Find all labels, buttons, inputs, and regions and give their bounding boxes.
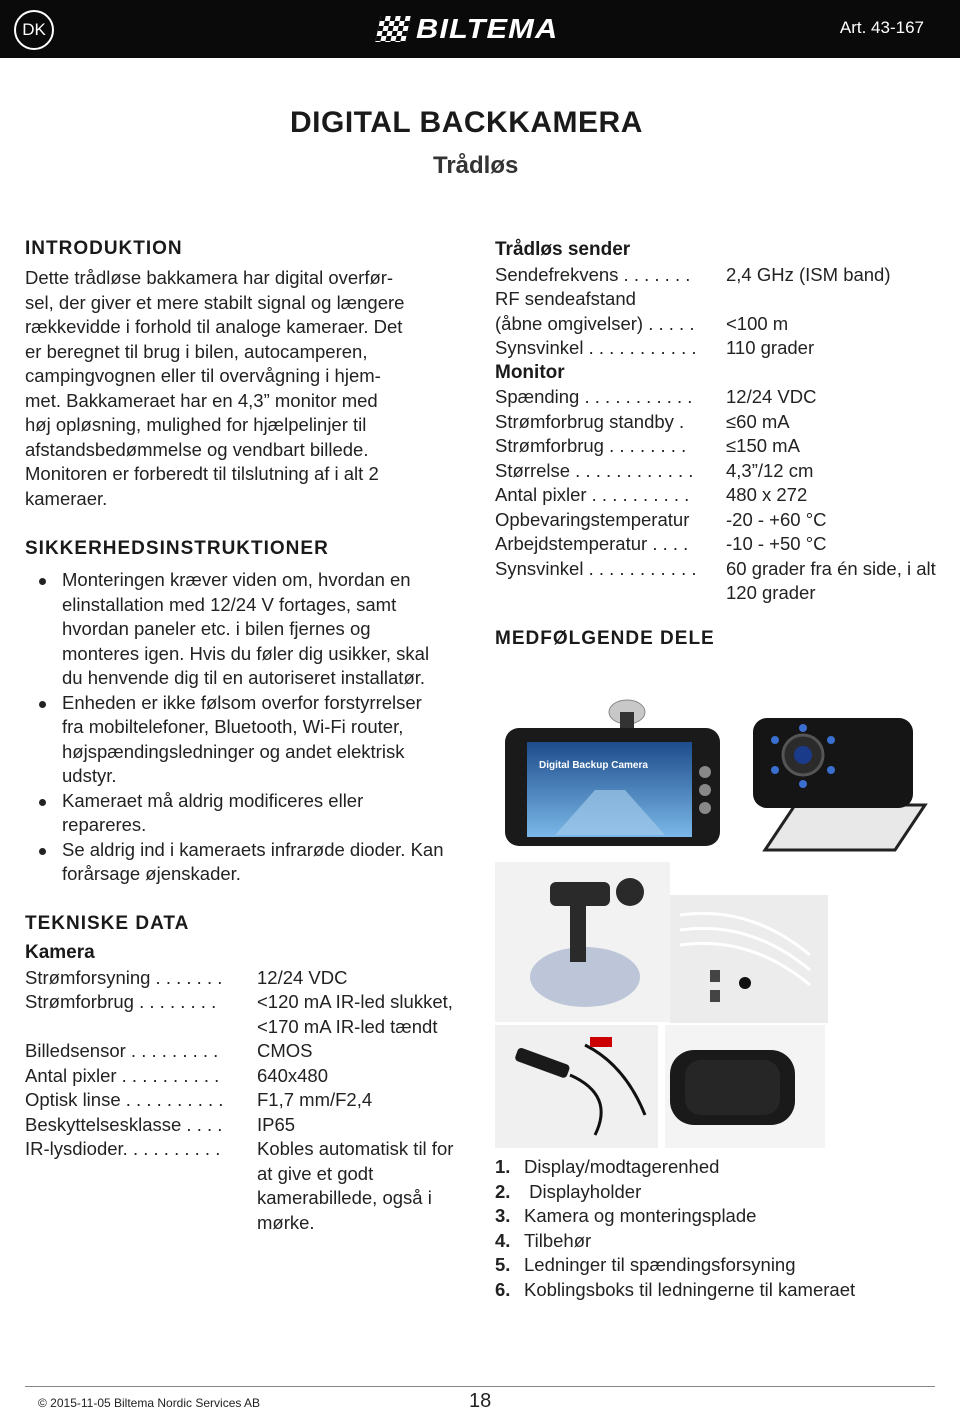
spec-value: -10 - +50 °C [726, 533, 827, 554]
tech-data-section [25, 913, 465, 1235]
intro-line: met. Bakkameraet har en 4,3” monitor med [25, 389, 378, 411]
intro-heading: INTRODUKTION [25, 238, 183, 259]
spec-label: Beskyttelsesklasse . . . . [25, 1113, 223, 1135]
spec-value: 640x480 [257, 1064, 328, 1086]
item-number: 4. [495, 1229, 511, 1251]
spec-value: IP65 [257, 1113, 296, 1135]
spec-value: ≤60 mA [726, 410, 790, 432]
monitor-spec-table [495, 385, 935, 606]
intro-line: kameraer. [25, 487, 108, 509]
spec-value [726, 287, 936, 312]
safety-list [25, 568, 445, 887]
spec-label: Synsvinkel . . . . . . . . . . . [495, 337, 697, 358]
accessories-image [670, 895, 828, 1023]
item-text: Display/modtagerenhed [524, 1156, 720, 1177]
right-column [495, 238, 935, 656]
power-cable-image [495, 1025, 658, 1148]
intro-line: høj opløsning, mulighed for hjælpelinjer til [25, 414, 367, 435]
list-item: Monteringen kræver viden om, hvordan en elinstallation med 12/24 V fortages, samt hvordan paneler etc. i bilen fjernes og monteres igen. Hvis du føler dig usikker, skal du henvende dig til en autoriseret installatør. [25, 568, 445, 691]
item-number: 2. [495, 1180, 511, 1202]
item-text: Tilbehør [524, 1229, 592, 1251]
list-item [495, 1204, 935, 1229]
safety-heading: SIKKERHEDSINSTRUKTIONER [25, 538, 329, 559]
spec-label: Størrelse . . . . . . . . . . . . [495, 459, 694, 481]
intro-line: afstandsbedømmelse og vendbart billede. [25, 438, 369, 460]
item-text: Koblingsboks til ledningerne til kameraet [524, 1278, 856, 1300]
brand-name: BILTEMA [416, 13, 559, 44]
included-parts-list [495, 1155, 935, 1302]
spec-label: Sendefrekvens . . . . . . . [495, 263, 691, 285]
list-item [495, 1155, 935, 1180]
list-item [495, 1180, 935, 1205]
sender-spec-table [495, 263, 935, 361]
header-bar [0, 0, 960, 58]
camera-image [735, 710, 935, 860]
included-heading: MEDFØLGENDE DELE [495, 627, 715, 649]
spec-label: Antal pixler . . . . . . . . . . [495, 484, 690, 505]
spec-value: 2,4 GHz (ISM band) [726, 263, 891, 285]
camera-subheading: Kamera [25, 942, 95, 963]
tech-heading: TEKNISKE DATA [25, 913, 190, 934]
footer-divider [25, 1386, 935, 1387]
spec-label: Optisk linse . . . . . . . . . . [25, 1089, 224, 1110]
spec-value: 480 x 272 [726, 484, 808, 505]
intro-text [25, 266, 465, 511]
spec-label: (åbne omgivelser) . . . . . [495, 312, 695, 334]
spec-value: <100 m [726, 312, 789, 334]
item-number: 5. [495, 1254, 511, 1275]
list-item: Kameraet må aldrig modificeres eller repareres. [25, 789, 445, 838]
left-column [25, 238, 465, 887]
item-text: Kamera og monteringsplade [524, 1205, 757, 1226]
spec-value: ≤150 mA [726, 435, 800, 456]
spec-label: Synsvinkel . . . . . . . . . . . [495, 557, 697, 579]
spec-value: 60 grader fra én side, i alt 120 grader [726, 557, 936, 603]
spec-label: Arbejdstemperatur . . . . [495, 533, 689, 554]
spec-label: Strømforbrug . . . . . . . . [25, 991, 217, 1012]
item-text: Ledninger til spændingsforsyning [524, 1254, 796, 1275]
spec-value: 4,3”/12 cm [726, 459, 814, 481]
spec-label: Spænding . . . . . . . . . . . [495, 386, 693, 407]
item-number: 1. [495, 1156, 511, 1177]
sender-subheading: Trådløs sender [495, 239, 631, 260]
spec-value: <120 mA IR-led slukket, <170 mA IR-led tændt [257, 991, 453, 1037]
spec-label: Antal pixler . . . . . . . . . . [25, 1064, 220, 1086]
product-images [495, 690, 935, 1150]
article-number: Art. 43-167 [839, 18, 924, 37]
item-text: Displayholder [524, 1180, 642, 1202]
item-number: 6. [495, 1278, 511, 1300]
junction-box-image [665, 1025, 825, 1148]
brand-logo [378, 13, 559, 44]
copyright: © 2015-11-05 Biltema Nordic Services AB [38, 1396, 261, 1410]
checkered-flag-icon [375, 16, 411, 42]
list-item [495, 1229, 935, 1254]
spec-value: 12/24 VDC [726, 386, 817, 407]
list-item [495, 1278, 935, 1303]
intro-line: Monitoren er forberedt til tilslutning af i alt 2 [25, 463, 379, 484]
display-holder-image [495, 862, 670, 1022]
language-badge: DK [14, 10, 54, 50]
spec-label: Strømforbrug standby . [495, 410, 685, 432]
spec-label: Opbevaringstemperatur [495, 508, 690, 530]
camera-spec-table [25, 966, 465, 1236]
page-subtitle: Trådløs [433, 152, 519, 179]
list-item [495, 1253, 935, 1278]
spec-label: Strømforbrug . . . . . . . . [495, 435, 687, 456]
spec-label: IR-lysdioder. . . . . . . . . . [25, 1138, 221, 1159]
spec-value: F1,7 mm/F2,4 [257, 1089, 373, 1110]
intro-line: Dette trådløse bakkamera har digital overfør- [25, 267, 394, 288]
intro-line: rækkevidde i forhold til analoge kameraer. Det [25, 316, 403, 337]
page-number: 18 [469, 1390, 492, 1412]
spec-label: Billedsensor . . . . . . . . . [25, 1040, 219, 1061]
intro-line: sel, der giver et mere stabilt signal og længere [25, 291, 405, 313]
list-item: Enheden er ikke følsom overfor forstyrrelser fra mobiltelefoner, Bluetooth, Wi-Fi router, højspændingsledninger og andet elektrisk udstyr. [25, 691, 445, 789]
spec-value: -20 - +60 °C [726, 508, 827, 530]
spec-value: 12/24 VDC [257, 966, 348, 988]
list-item: Se aldrig ind i kameraets infrarøde dioder. Kan forårsage øjenskader. [25, 838, 445, 887]
spec-label: Strømforsyning . . . . . . . [25, 966, 223, 988]
spec-value: CMOS [257, 1040, 313, 1061]
item-number: 3. [495, 1205, 511, 1226]
spec-value: 110 grader [726, 337, 815, 358]
screen-caption: Digital Backup Camera [539, 760, 648, 771]
intro-line: campingvognen eller til overvågning i hjem- [25, 365, 381, 386]
spec-value: Kobles automatisk til for at give et godt kamerabillede, også i mørke. [257, 1138, 454, 1233]
page-title: DIGITAL BACKKAMERA [290, 106, 643, 139]
intro-line: er beregnet til brug i bilen, autocamperen, [25, 340, 368, 362]
spec-label: RF sendeafstand [495, 288, 636, 309]
monitor-subheading: Monitor [495, 361, 565, 383]
